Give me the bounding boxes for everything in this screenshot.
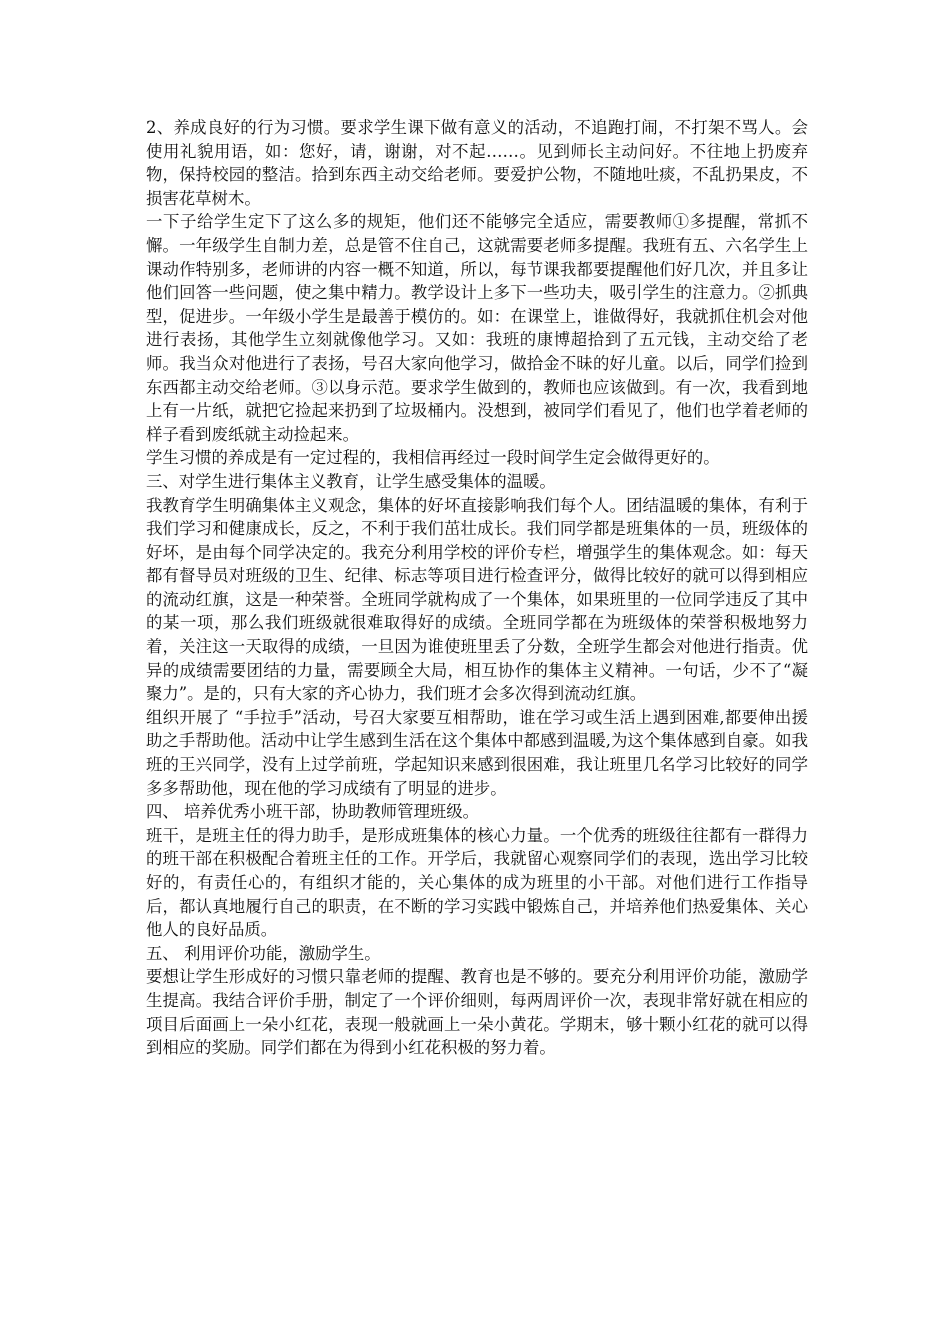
paragraph-habit-process: 学生习惯的养成是有一定过程的，我相信再经过一段时间学生定会做得更好的。 xyxy=(146,448,720,468)
paragraph-hand-in-hand: 组织开展了 “手拉手”活动，号召大家要互相帮助，谁在学习或生活上遇到困难,都要伸出援助之手帮助他。活动中让学生感到生活在这个集体中都感到温暖,为这个集体感到自豪。如我班的王兴同学，没有上过学前班，学起知识来感到很困难，我让班里几名学习比较好的同学多多帮助他，现在他的学习成绩有了明显的进步。 xyxy=(146,707,808,798)
paragraph-evaluation: 要想让学生形成好的习惯只靠老师的提醒、教育也是不够的。要充分利用评价功能，激励学生提高。我结合评价手册，制定了一个评价细则，每两周评价一次，表现非常好就在相应的项目后面画上一朵小红花，表现一般就画上一朵小黄花。学期末，够十颗小红花的就可以得到相应的奖励。同学们都在为得到小红花积极的努力着。 xyxy=(146,967,808,1058)
section-heading-class-leaders: 四、 培养优秀小班干部，协助教师管理班级。 xyxy=(146,802,480,822)
paragraph-reminders: 一下子给学生定下了这么多的规矩，他们还不能够完全适应，需要教师①多提醒，常抓不懈。一年级学生自制力差，总是管不住自己，这就需要老师多提醒。我班有五、六名学生上课动作特别多，老师讲的内容一概不知道，所以，每节课我都要提醒他们好几次，并且多让他们回答一些问题，使之集中精力。教学设计上多下一些功夫，吸引学生的注意力。②抓典型，促进步。一年级小学生是最善于模仿的。如：在课堂上，谁做得好，我就抓住机会对他进行表扬，其他学生立刻就像他学习。又如：我班的康博超拾到了五元钱，主动交给了老师。我当众对他进行了表扬，号召大家向他学习，做拾金不昧的好儿童。以后，同学们捡到东西都主动交给老师。③以身示范。要求学生做到的，教师也应该做到。有一次，我看到地上有一片纸，就把它捡起来扔到了垃圾桶内。没想到，被同学们看见了，他们也学着老师的样子看到废纸就主动捡起来。 xyxy=(146,212,808,444)
section-heading-evaluation: 五、 利用评价功能，激励学生。 xyxy=(146,943,381,963)
paragraph-habits: 2、养成良好的行为习惯。要求学生课下做有意义的活动，不追跑打闹，不打架不骂人。会使用礼貌用语，如：您好，请，谢谢，对不起……。见到师长主动问好。不往地上扔废弃物，保持校园的整洁。拾到东西主动交给老师。要爱护公物，不随地吐痰，不乱扔果皮，不损害花草树木。 xyxy=(146,118,808,208)
paragraph-collectivism: 我教育学生明确集体主义观念，集体的好坏直接影响我们每个人。团结温暖的集体，有利于我们学习和健康成长，反之，不利于我们茁壮成长。我们同学都是班集体的一员，班级体的好坏，是由每个同学决定的。我充分利用学校的评价专栏，增强学生的集体观念。如：每天都有督导员对班级的卫生、纪律、标志等项目进行检查评分，做得比较好的就可以得到相应的流动红旗，这是一种荣誉。全班同学就构成了一个集体，如果班里的一位同学违反了其中的某一项，那么我们班级就很难取得好的成绩。全班同学都在为班级体的荣誉积极地努力着，关注这一天取得的成绩，一旦因为谁使班里丢了分数，全班学生都会对他进行指责。优异的成绩需要团结的力量，需要顾全大局，相互协作的集体主义精神。一句话，少不了“凝聚力”。是的，只有大家的齐心协力，我们班才会多次得到流动红旗。 xyxy=(146,495,808,704)
section-heading-collectivism: 三、对学生进行集体主义教育，让学生感受集体的温暖。 xyxy=(146,471,556,491)
paragraph-class-leaders: 班干，是班主任的得力助手，是形成班集体的核心力量。一个优秀的班级往往都有一群得力的班干部在积极配合着班主任的工作。开学后，我就留心观察同学们的表现，选出学习比较好的，有责任心的，有组织才能的，关心集体的成为班里的小干部。对他们进行工作指导后，都认真地履行自己的职责，在不断的学习实践中锻炼自己，并培养他们热爱集体、关心他人的良好品质。 xyxy=(146,825,808,940)
document-body xyxy=(146,116,808,1060)
